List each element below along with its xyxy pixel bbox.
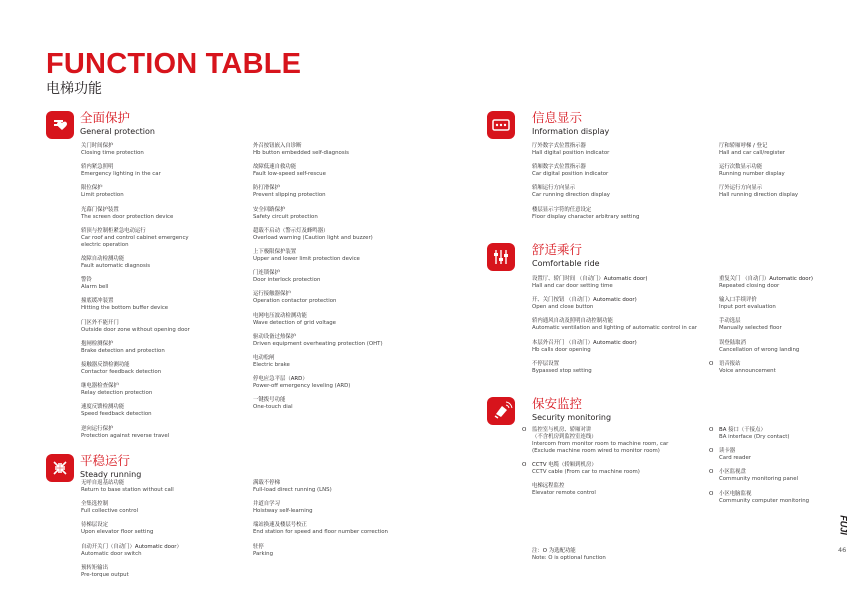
function-en-text: Safety circuit protection (253, 213, 318, 220)
function-en-text: Closing time protection (81, 150, 144, 156)
function-cn-text: 端站换速及楼层号校正 (253, 522, 307, 529)
function-item (719, 340, 799, 354)
security-camera-icon (487, 397, 515, 425)
function-cn-text: 全集选控制 (81, 501, 108, 508)
section-title-en: Information display (532, 126, 610, 136)
optional-marker: O (709, 360, 714, 367)
function-en-text: Car running direction display (532, 192, 610, 199)
function-cn-text: 轿厢数字式位置指示器 (532, 164, 586, 171)
section-title-en: Comfortable ride (532, 258, 600, 268)
function-item (253, 249, 360, 263)
function-item (532, 361, 592, 375)
function-item (719, 143, 785, 157)
function-item (253, 334, 383, 348)
function-cn-text: 电动松闸 (253, 355, 275, 361)
function-item (532, 207, 639, 221)
function-item (81, 164, 161, 178)
function-item (719, 276, 813, 290)
function-en-text: Hitting the bottom buffer device (81, 305, 169, 312)
function-en-text: Hb calls door opening (532, 346, 591, 353)
function-en-text: Running number display (719, 171, 785, 178)
function-item (253, 397, 293, 411)
section-title-cn: 信息显示 (532, 110, 583, 125)
note-en: Note: O is optional function (532, 555, 606, 561)
function-item (709, 427, 790, 441)
function-en-text: Full collective control (81, 508, 138, 515)
function-item (81, 565, 129, 579)
function-en-text: Car digital position indicator (532, 171, 609, 178)
function-cn-text: 关门时间保护 (81, 143, 114, 149)
function-en-text: Hall digital position indicator (532, 150, 610, 156)
function-item (532, 143, 609, 157)
function-cn-text: 门连锁保护 (253, 270, 280, 277)
arrows-inward-icon (46, 454, 74, 482)
function-cn-text: 超载不启动（警示灯及蜂鸣器） (253, 227, 329, 234)
function-en-text: Full-load direct running (LNS) (253, 487, 332, 493)
function-cn-text: 小区监视盘 (719, 469, 746, 476)
function-en-text: Brake detection and protection (81, 347, 165, 354)
function-en-text: Power-off emergency leveling (ARD) (253, 383, 351, 390)
function-en-text: Bypassed stop setting (532, 367, 592, 374)
function-en-text: Operation contactor protection (253, 298, 337, 305)
function-item (81, 143, 144, 157)
function-item (81, 228, 189, 249)
page-number: 46 (838, 546, 847, 554)
function-item (719, 297, 776, 311)
function-cn-text: 误登陆取消 (719, 339, 746, 346)
function-cn-text: 撞底缓冲装置 (81, 298, 114, 305)
function-en-text: Automatic ventilation and lighting of automatic control in car (532, 325, 697, 332)
function-cn-text: 轿顶与控制柜紧急电动运行 (81, 227, 146, 234)
function-cn-text: 厅和轿厢呼梯 / 登记 (719, 143, 768, 149)
function-cn-text: 读卡器 (719, 448, 736, 455)
optional-marker: O (522, 427, 527, 433)
section-title-en: Security monitoring (532, 412, 612, 422)
function-cn-text: 井道自学习 (253, 501, 280, 508)
display-panel-icon (487, 111, 515, 139)
function-cn-text: 手动选层 (719, 318, 741, 325)
function-cn-text: 监控室与机房、轿厢对讲 (532, 427, 592, 433)
function-en-text: Manually selected floor (719, 325, 782, 332)
function-cn-text: 自动开关门（自动门）Automatic door） (81, 543, 182, 550)
function-en-text: Speed feedback detection (81, 411, 152, 418)
function-en-text: Repeated closing door (719, 283, 780, 289)
function-en-text: Community computer monitoring (719, 497, 810, 504)
function-en-text: Intercom from monitor room to machine room, car (532, 441, 669, 447)
function-cn-text: 安全回路保护 (253, 206, 286, 213)
function-item (81, 544, 182, 558)
function-en-text: Car roof and control cabinet emergency (81, 234, 189, 241)
function-cn-text: 重复关门 （自动门）Automatic door) (719, 276, 813, 282)
function-en-text: Protection against reverse travel (81, 432, 170, 439)
function-item (253, 376, 350, 390)
function-item (253, 207, 318, 221)
function-cn-text: 轿内通风自动及照明自动控制功能 (532, 318, 613, 325)
function-item (81, 383, 152, 397)
function-en-text: Hall and car call/register (719, 150, 785, 156)
function-item (532, 483, 596, 497)
function-cn-text: BA 接口（干接点） (719, 427, 766, 433)
function-item (253, 522, 388, 536)
function-item (81, 501, 138, 515)
function-cn-text: 驻停 (253, 543, 264, 550)
function-item (81, 185, 124, 199)
function-en-text: Fault low-speed self-rescue (253, 171, 326, 178)
function-en-text: BA interface (Dry contact) (719, 434, 790, 440)
function-item (81, 277, 108, 291)
function-item (81, 480, 174, 494)
function-en-text: Input port evaluation (719, 304, 776, 311)
function-cn-text: 无呼自返基站功能 (81, 480, 125, 486)
function-item (81, 298, 168, 312)
function-item (81, 256, 150, 270)
function-en-text: Elevator remote control (532, 490, 596, 497)
function-en-text: Floor display character arbitrary setting (532, 213, 640, 220)
function-en-text: Limit protection (81, 192, 124, 199)
section-title-en: General protection (80, 126, 155, 136)
shield-heart-icon (46, 111, 74, 139)
optional-marker: O (709, 469, 714, 476)
function-cn-text: 不停层设置 (532, 360, 559, 367)
function-cn-text: 运行次数显示功能 (719, 164, 763, 171)
optional-note (532, 548, 606, 562)
function-item (253, 480, 332, 494)
function-cn-text: 抱闸检测保护 (81, 340, 114, 347)
note-cn: 注：O 为选配功能 (532, 548, 576, 554)
function-en-text: Hb button embedded self-diagnosis (253, 150, 349, 156)
function-en-text: Wave detection of grid voltage (253, 319, 337, 326)
section-title-cn: 舒适乘行 (532, 242, 583, 257)
section-header-comfort (532, 244, 600, 268)
function-item (253, 544, 273, 558)
function-cn-text: 满载不停梯 (253, 480, 280, 486)
function-cn-text: 速度反馈检测功能 (81, 404, 125, 411)
function-cn-text: 接触器反馈检测功能 (81, 362, 130, 368)
function-item (709, 448, 751, 462)
section-title-cn: 全面保护 (80, 110, 131, 125)
function-item (253, 501, 313, 515)
function-en-text: Hoistway self-learning (253, 508, 313, 515)
brand-logo (836, 510, 850, 540)
section-title-cn: 平稳运行 (80, 453, 131, 468)
function-en-text: Card reader (719, 455, 751, 462)
function-item (81, 362, 161, 376)
page-subtitle: 电梯功能 (46, 81, 102, 97)
function-cn-text: 待梯层设定 (81, 522, 108, 529)
brand-text: FUJI (838, 515, 849, 535)
function-cn-text: 电梯远程监控 (532, 483, 565, 490)
function-item (532, 276, 648, 290)
function-en-text: Prevent slipping protection (253, 192, 326, 199)
function-cn-text: 逆向运行保护 (81, 425, 114, 432)
function-item (81, 404, 152, 418)
function-item (253, 164, 326, 178)
function-item (709, 469, 799, 483)
function-cn-text: 上下极限保护装置 (253, 249, 297, 255)
optional-marker: O (522, 462, 527, 469)
function-en-text: (Exclude machine room wired to monitor room) (532, 448, 660, 454)
function-cn-text: 预转矩输出 (81, 564, 108, 571)
function-en-text: Open and close button (532, 304, 594, 311)
equalizer-icon (487, 243, 515, 271)
function-en-text: End station for speed and floor number correction (253, 529, 388, 536)
function-en-text: CCTV cable (From car to machine room) (532, 469, 640, 476)
function-en-text: Door interlock protection (253, 277, 321, 284)
function-en-text: Electric brake (253, 362, 290, 368)
function-cn-text: 运行接触器保护 (253, 291, 291, 298)
function-cn-text: 输入口手续评价 (719, 297, 757, 304)
function-item (253, 228, 373, 242)
optional-marker: O (709, 448, 714, 455)
function-en-text: One-touch dial (253, 404, 293, 411)
function-cn-text: 轿内紧急照明 (81, 164, 114, 171)
function-cn-text: 厅外运行方向显示 (719, 185, 763, 192)
function-item (253, 143, 349, 157)
function-en-text: Return to base station without call (81, 487, 174, 493)
section-title-cn: 保安监控 (532, 396, 583, 411)
function-item (81, 426, 169, 440)
function-en-text: Parking (253, 550, 273, 557)
function-item (81, 522, 153, 536)
function-cn-text: 防打滑保护 (253, 185, 280, 192)
function-en-text: Emergency lighting in the car (81, 171, 161, 178)
function-item (253, 355, 290, 369)
function-item (253, 185, 326, 199)
function-cn-text: 故障低速自救功能 (253, 164, 297, 171)
function-cn-text: 轿厢运行方向显示 (532, 185, 576, 192)
function-item (719, 318, 782, 332)
function-en-text: Hall running direction display (719, 192, 799, 199)
function-cn-text: 楼层显示字符的任意设定 (532, 206, 592, 213)
function-item (709, 490, 810, 505)
function-item (532, 185, 610, 199)
function-item (719, 164, 785, 178)
function-cn-text: 本层外召开门 （自动门）Automatic door) (532, 339, 637, 346)
function-en-text: Voice announcement (719, 367, 776, 374)
function-en-text: Fault automatic diagnosis (81, 263, 151, 269)
function-item (81, 320, 190, 334)
function-item (81, 341, 165, 355)
function-en-text: Driven equipment overheating protection (OHT) (253, 340, 383, 347)
function-en-text: Overload warning (Caution light and buzzer) (253, 234, 373, 241)
function-item (532, 340, 637, 354)
function-item (532, 318, 697, 332)
function-cn-text: 光幕门保护装置 (81, 206, 119, 213)
function-item (253, 313, 336, 327)
function-cn-text: 厅外数字式位置指示器 (532, 143, 586, 149)
function-cn-text: 一键拨号功能 (253, 397, 286, 404)
function-cn-text: 驱动设备过热保护 (253, 333, 297, 340)
function-en-text: Upon elevator floor setting (81, 529, 154, 536)
function-item (81, 207, 173, 221)
function-item (522, 427, 669, 455)
optional-marker: O (709, 427, 714, 433)
function-cn-text: 语音报站 (719, 360, 741, 367)
section-header-steady (80, 455, 141, 479)
function-cn-text: 停电应急平层（ARD） (253, 376, 308, 383)
function-item (532, 297, 637, 311)
function-item (522, 462, 640, 476)
function-item (719, 185, 798, 199)
function-cn-text: CCTV 电缆（轿厢到机房） (532, 462, 597, 469)
function-cn-text: 限位保护 (81, 185, 103, 192)
section-title-en: Steady running (80, 469, 142, 479)
function-cn-text: 设置厅、轿门时间 （自动门）Automatic door) (532, 276, 648, 282)
function-cn-text: 电网电压波动检测功能 (253, 312, 307, 319)
optional-marker: O (709, 490, 714, 497)
function-item (253, 270, 320, 284)
function-en-text: Cancellation of wrong landing (719, 346, 800, 353)
function-en-text: Pre-torque output (81, 571, 129, 578)
function-en-text: The screen door protection device (81, 213, 174, 220)
function-cn-text: 小区电脑监视 (719, 490, 752, 497)
section-header-general (80, 112, 155, 136)
section-header-security (532, 398, 611, 422)
function-en-text: Hall and car door setting time (532, 283, 613, 289)
function-cn-text: 故障自动检测功能 (81, 256, 125, 262)
function-item (709, 360, 776, 375)
function-item (253, 291, 336, 305)
function-en-text: Community monitoring panel (719, 476, 799, 483)
function-en-text: Contactor feedback detection (81, 369, 162, 375)
function-item (532, 164, 608, 178)
function-en-text: Alarm bell (81, 284, 109, 291)
function-en-text: electric operation (81, 241, 129, 248)
function-en-text: Relay detection protection (81, 390, 153, 397)
function-en-text: Outside door zone without opening door (81, 326, 190, 333)
function-cn-text: 门区外不能开门 (81, 319, 119, 326)
function-cn-text: （不含机房到监控室连线） (532, 434, 597, 440)
function-cn-text: 开、关门按钮 （自动门）Automatic door) (532, 297, 637, 304)
section-header-info (532, 112, 609, 136)
function-en-text: Automatic door switch (81, 550, 142, 557)
page-title: FUNCTION TABLE (46, 48, 302, 80)
function-cn-text: 警铃 (81, 277, 92, 284)
function-en-text: Upper and lower limit protection device (253, 256, 360, 262)
function-cn-text: 外召按钮嵌入自诊断 (253, 143, 302, 149)
function-cn-text: 继电器检查保护 (81, 383, 119, 390)
